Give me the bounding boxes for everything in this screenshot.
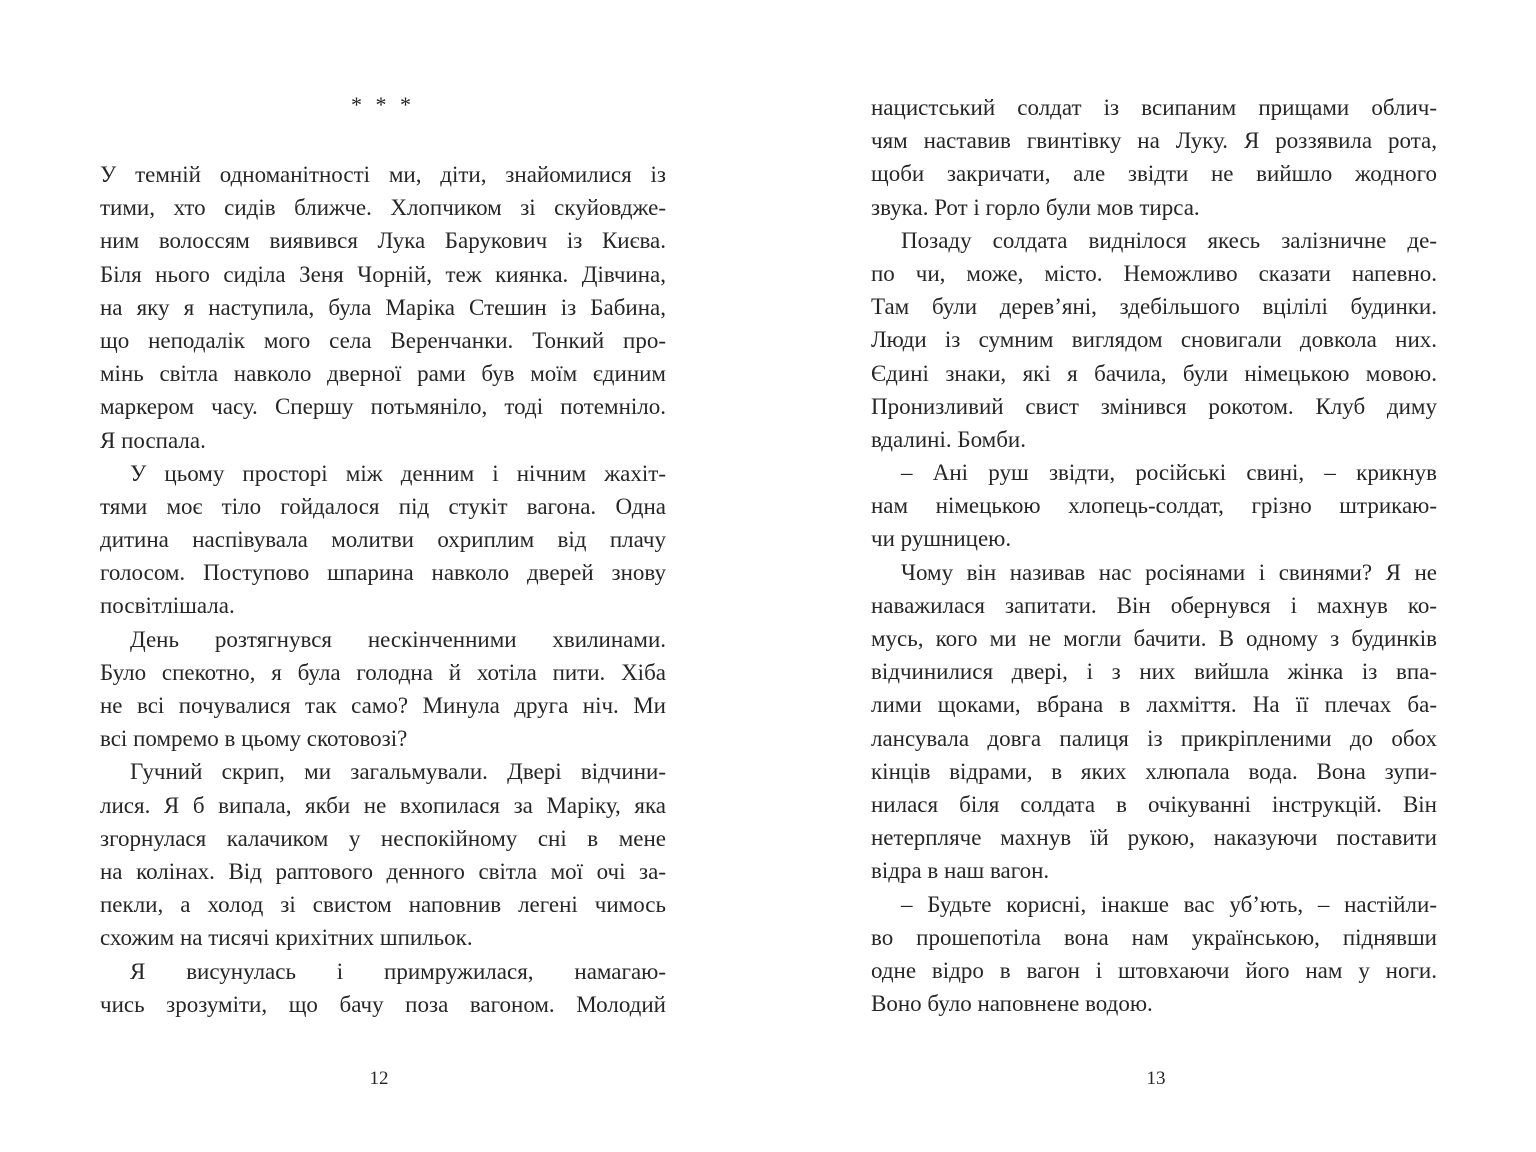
text-line: нацистський солдат із всипаним прищами облич- — [871, 95, 1437, 120]
text-line: У цьому просторі між денним і нічним жахіт- — [130, 460, 666, 486]
text-line: чись зрозуміти, що бачу поза вагоном. Молодий — [100, 991, 666, 1017]
text-line: Я висунулась і примружилася, намагаю- — [130, 958, 666, 984]
text-line: Я поспала. — [100, 427, 206, 453]
text-line: по чи, може, місто. Неможливо сказати напевно. — [871, 260, 1437, 286]
text-line: щоби закричати, але звідти не вийшло жодного — [871, 161, 1437, 187]
text-line: Гучний скрип, ми загальмували. Двері відчини- — [130, 759, 666, 785]
text-line: вдалині. Бомби. — [871, 426, 1026, 452]
text-line: нилася біля солдата в очікуванні інструкцій. Він — [871, 791, 1437, 817]
text-line: лими щоками, вбрана в лахміття. На її плечах ба- — [871, 692, 1437, 718]
text-line: що неподалік мого села Веренчанки. Тонкий про- — [100, 327, 666, 353]
text-line: Воно було наповнене водою. — [871, 991, 1153, 1017]
text-line: відра в наш вагон. — [871, 858, 1050, 884]
text-line: всі помремо в цьому скотовозі? — [100, 726, 408, 752]
text-line: маркером часу. Спершу потьмяніло, тоді потемніло. — [100, 394, 666, 420]
text-line: Люди із сумним виглядом сновигали довкола них. — [871, 327, 1437, 353]
page-number-left: 12 — [369, 1068, 389, 1089]
text-line: на яку я наступила, була Маріка Стешин із Бабина, — [100, 294, 666, 320]
text-line: Позаду солдата виднілося якесь залізничне де- — [901, 227, 1437, 253]
text-line: не всі почувалися так само? Минула друга ніч. Ми — [100, 693, 666, 718]
text-line: одне відро в вагон і штовхаючи його нам у ноги. — [871, 957, 1437, 983]
text-line: Там були дерев’яні, здебільшого вцілілі будинки. — [871, 294, 1437, 320]
text-line: лися. Я б випала, якби не вхопилася за Маріку, яка — [100, 792, 666, 818]
text-line: кінців відрами, в яких хлюпала вода. Вона зупи- — [871, 758, 1437, 784]
text-line: – Будьте корисні, інакше вас уб’ють, – настійли- — [901, 891, 1437, 917]
text-line: тими, хто сидів ближче. Хлопчиком зі скуйовдже- — [100, 195, 666, 221]
text-line: нам німецькою хлопець-солдат, грізно штрикаю- — [871, 493, 1437, 519]
left-page-text — [100, 158, 666, 1021]
text-line: посвітлішала. — [100, 593, 235, 619]
text-line: чям наставив гвинтівку на Луку. Я роззявила рота, — [871, 128, 1437, 154]
text-line: Було спекотно, я була голодна й хотіла пити. Хіба — [100, 659, 666, 685]
text-line: звука. Рот і горло були мов тирса. — [871, 194, 1200, 220]
right-page-text — [871, 91, 1437, 1020]
text-line: на колінах. Від раптового денного світла мої очі за- — [100, 858, 666, 884]
text-line: пекли, а холод зі свистом наповнив легені чимось — [100, 892, 666, 918]
text-line: во прошепотіла вона нам українською, піднявши — [871, 924, 1437, 950]
text-line: чи рушницею. — [871, 526, 1012, 552]
section-break: * * * — [351, 92, 415, 117]
text-line: згорнулася калачиком у неспокійному сні в мене — [100, 825, 666, 851]
text-line: День розтягнувся нескінченними хвилинами. — [130, 626, 666, 652]
text-line: тями моє тіло гойдалося під стукіт вагона. Одна — [100, 493, 666, 519]
text-line: Чому він називав нас росіянами і свинями? Я не — [901, 559, 1437, 585]
page-number-right: 13 — [1146, 1068, 1166, 1089]
text-line: мусь, кого ми не могли бачити. В одному з будинків — [871, 626, 1437, 651]
text-line: Пронизливий свист змінився рокотом. Клуб диму — [871, 393, 1437, 419]
text-line: ним волоссям виявився Лука Барукович із Києва. — [100, 228, 666, 254]
text-line: наважилася запитати. Він обернувся і махнув ко- — [871, 592, 1437, 618]
text-line: дитина наспівувала молитви охриплим від плачу — [100, 527, 666, 553]
text-line: нетерпляче махнув їй рукою, наказуючи поставити — [871, 825, 1437, 851]
text-line: мінь світла навколо дверної рами був моїм єдиним — [100, 361, 666, 387]
text-line: Єдині знаки, які я бачила, були німецькою мовою. — [871, 360, 1437, 386]
text-line: відчинилися двері, і з них вийшла жінка із впа- — [871, 659, 1437, 685]
text-line: У темній одноманітності ми, діти, знайомилися із — [100, 162, 666, 187]
text-line: Біля нього сиділа Зеня Чорній, теж киянка. Дівчина, — [100, 261, 666, 287]
text-line: схожим на тисячі крихітних шпильок. — [100, 925, 473, 951]
text-line: лансувала довга палиця із прикріпленими до обох — [871, 725, 1437, 751]
text-line: – Ані руш звідти, російські свині, – крикнув — [901, 460, 1437, 486]
text-line: голосом. Поступово шпарина навколо дверей знову — [100, 560, 666, 586]
